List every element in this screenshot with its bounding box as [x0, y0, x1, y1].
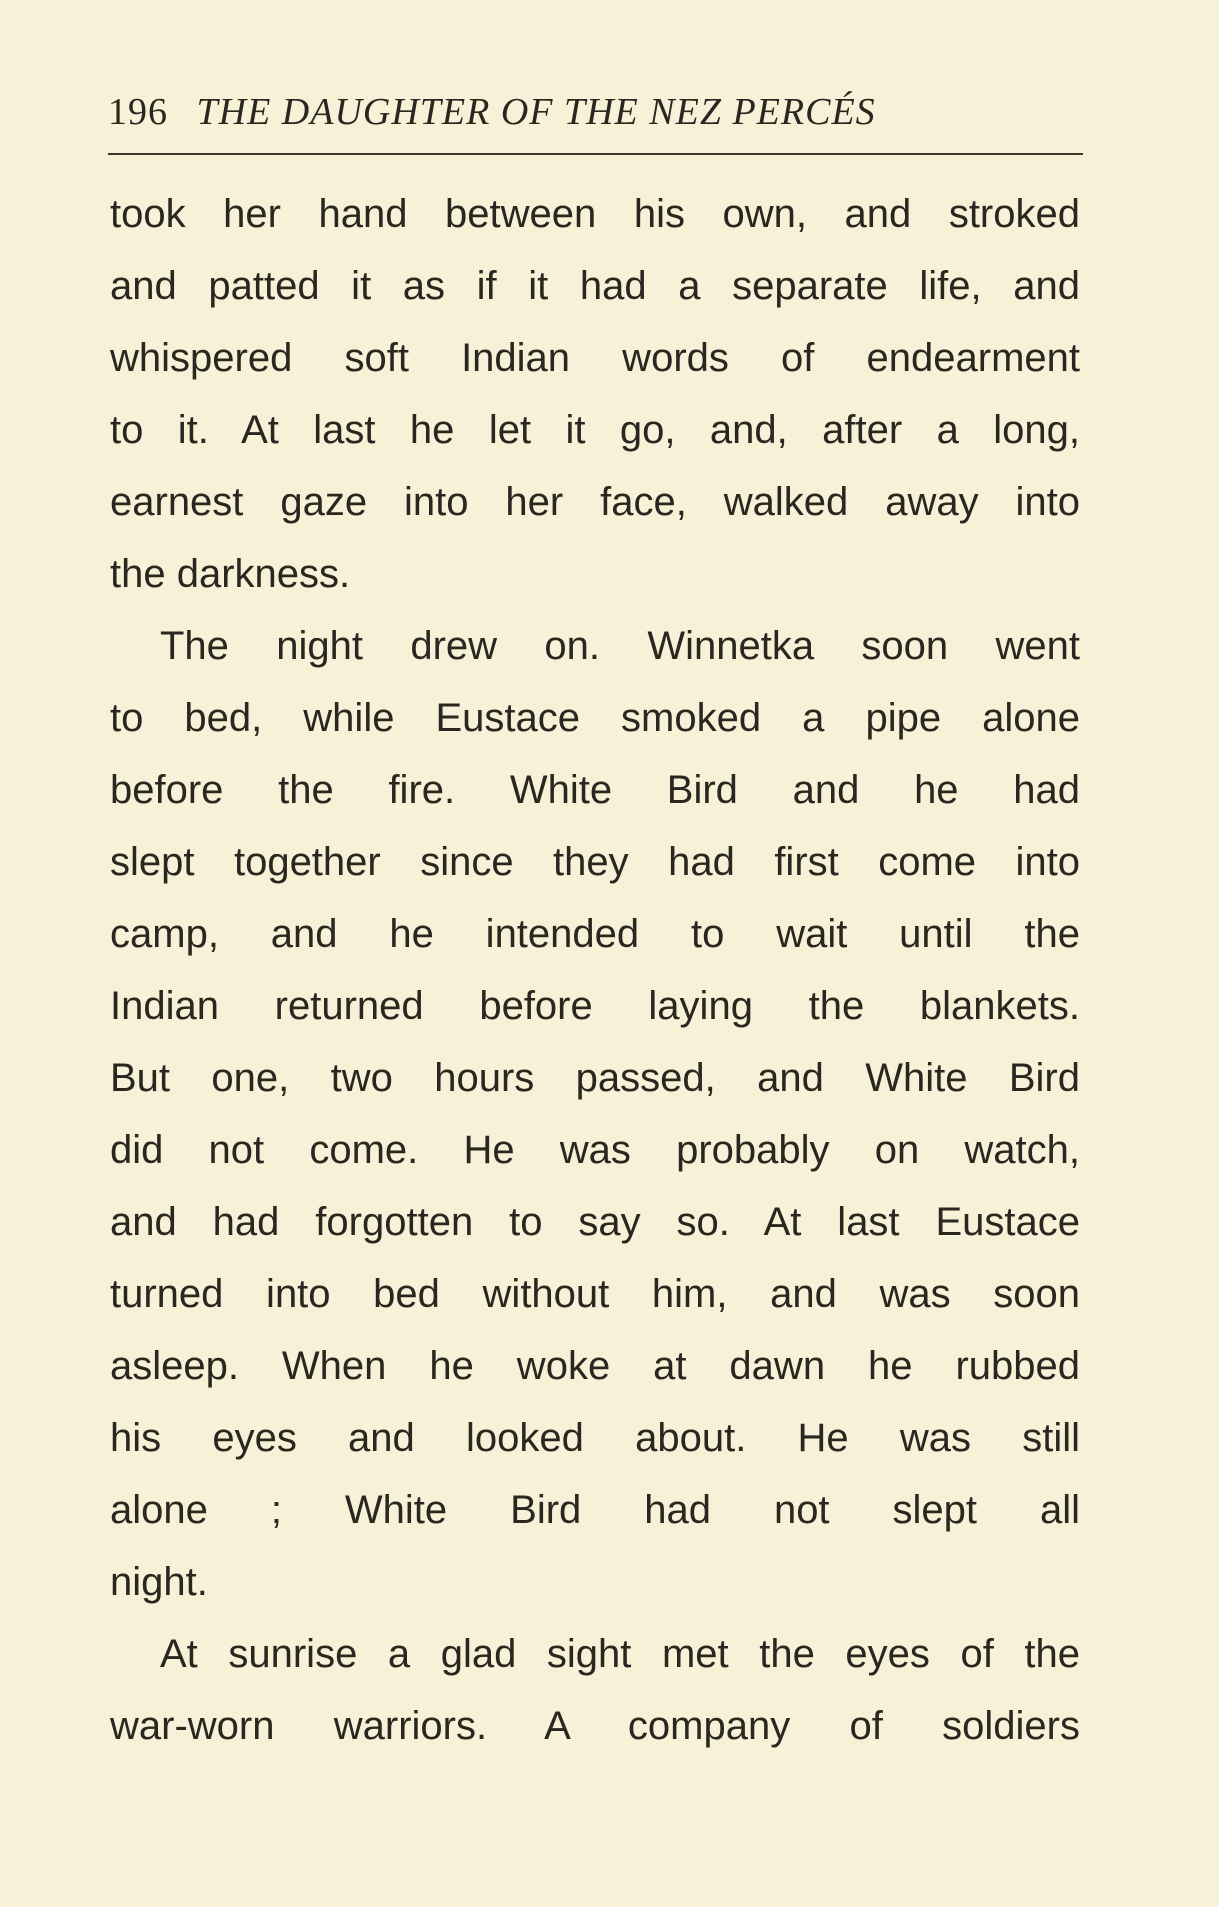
text-line: Indian returned before laying the blankets.: [110, 984, 1080, 1028]
text-line: whispered soft Indian words of endearment: [110, 336, 1080, 380]
text-line: slept together since they had first come into: [110, 840, 1080, 884]
paragraph-1: [110, 178, 1080, 610]
page-number: 196: [108, 91, 168, 133]
text-line: and patted it as if it had a separate life, and: [110, 264, 1080, 308]
body-text: [110, 178, 1080, 1762]
text-line: before the fire. White Bird and he had: [110, 768, 1080, 812]
header-rule: [108, 153, 1083, 155]
running-head: [108, 90, 1078, 134]
text-line: camp, and he intended to wait until the: [110, 912, 1080, 956]
text-line: the darkness.: [110, 552, 351, 596]
text-line: At sunrise a glad sight met the eyes of the: [160, 1632, 1080, 1676]
text-line: But one, two hours passed, and White Bird: [110, 1056, 1080, 1100]
running-title: THE DAUGHTER OF THE NEZ PERCÉS: [196, 91, 876, 133]
paragraph-3: [110, 1618, 1080, 1762]
text-line: asleep. When he woke at dawn he rubbed: [110, 1344, 1080, 1388]
text-line: his eyes and looked about. He was still: [110, 1416, 1080, 1460]
text-line: war-worn warriors. A company of soldiers: [110, 1704, 1080, 1748]
text-line: The night drew on. Winnetka soon went: [160, 624, 1080, 668]
text-line: did not come. He was probably on watch,: [110, 1128, 1080, 1172]
text-line: to it. At last he let it go, and, after a long,: [110, 408, 1080, 452]
text-line: and had forgotten to say so. At last Eustace: [110, 1200, 1080, 1244]
text-line: alone ; White Bird had not slept all: [110, 1488, 1080, 1532]
text-line: took her hand between his own, and stroked: [110, 192, 1080, 236]
text-line: night.: [110, 1560, 208, 1604]
paragraph-2: [110, 610, 1080, 1618]
text-line: turned into bed without him, and was soon: [110, 1272, 1080, 1316]
text-line: to bed, while Eustace smoked a pipe alone: [110, 696, 1080, 740]
text-line: earnest gaze into her face, walked away into: [110, 480, 1080, 524]
